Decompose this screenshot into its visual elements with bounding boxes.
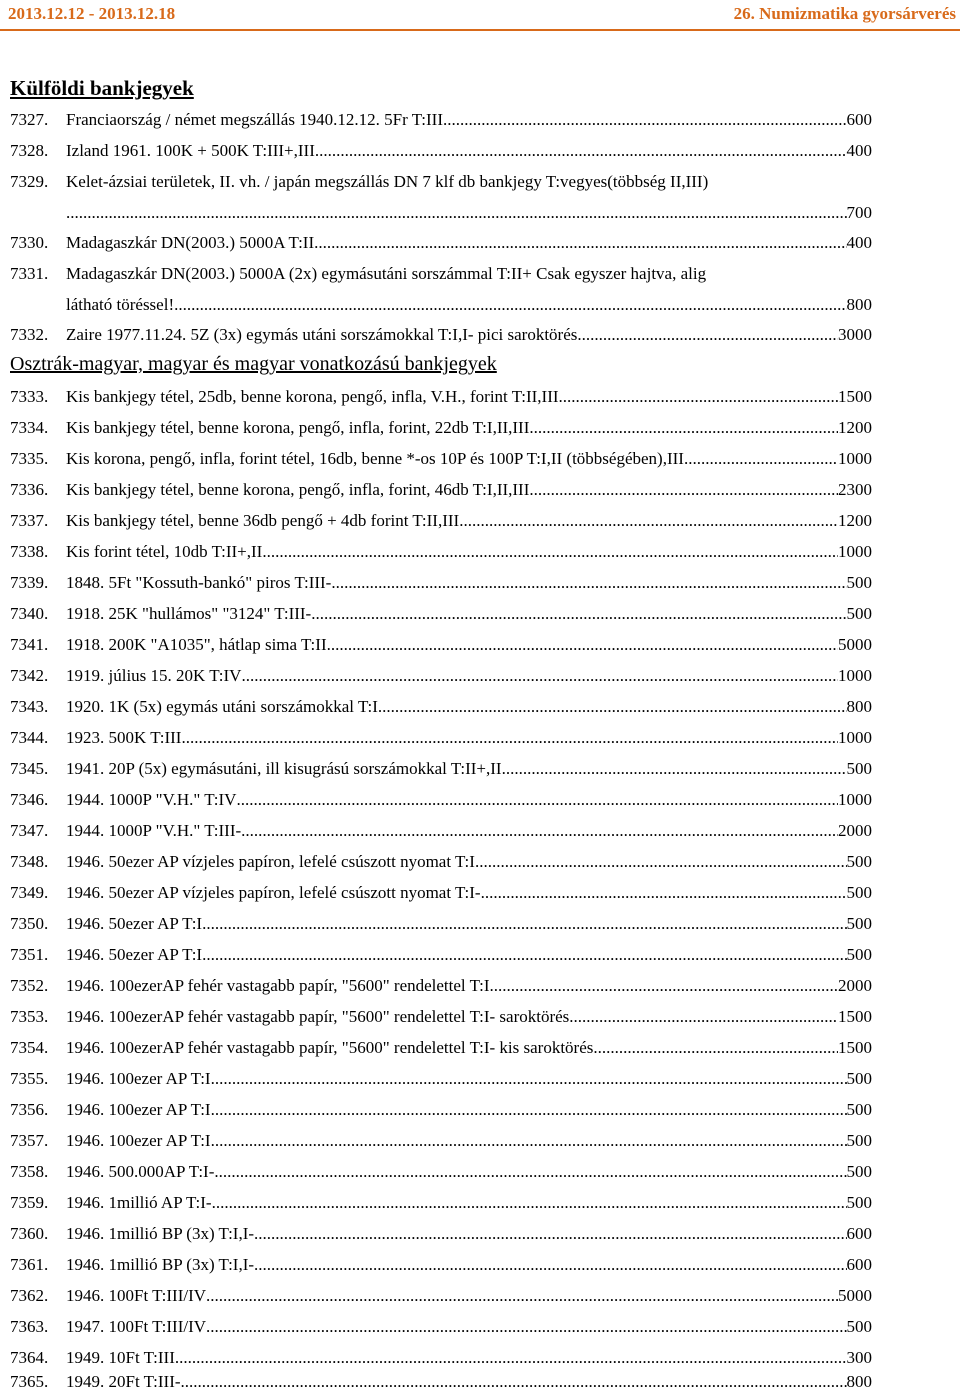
header-divider (0, 29, 960, 31)
lot-description: 1946. 50ezer AP T:I (66, 914, 203, 933)
dot-leader (593, 1037, 838, 1059)
lot-price: 800 (846, 1372, 872, 1391)
dot-leader (181, 727, 838, 749)
lot-description: 1918. 25K "hullámos" "3124" T:III- (66, 604, 312, 623)
lot-price: 2000 (838, 821, 872, 840)
header-event-title: 26. Numizmatika gyorsárverés (733, 4, 956, 23)
list-item (10, 665, 872, 687)
lot-price: 1200 (838, 511, 872, 530)
lot-price: 500 (846, 1162, 872, 1181)
list-item (10, 324, 872, 346)
list-item (10, 510, 872, 532)
lot-number: 7360. (10, 1224, 49, 1243)
lot-description: Kis bankjegy tétel, benne korona, pengő, infla, forint, 46db T:I,II,III (66, 480, 530, 499)
section-title-austro-hungarian: Osztrák-magyar, magyar és magyar vonatkozású bankjegyek (10, 353, 497, 375)
lot-price: 5000 (838, 635, 872, 654)
dot-leader (214, 1161, 846, 1183)
lot-price: 500 (846, 914, 872, 933)
lot-number: 7348. (10, 852, 49, 871)
lot-description: 1946. 100ezerAP fehér vastagabb papír, "5600" rendelettel T:I- saroktörés (66, 1007, 570, 1026)
dot-leader (684, 448, 838, 470)
lot-number: 7341. (10, 635, 49, 654)
lot-price: 500 (846, 604, 872, 623)
lot-description: 1946. 50ezer AP vízjeles papíron, lefelé csúszott nyomat T:I (66, 852, 475, 871)
dot-leader (331, 572, 846, 594)
dot-leader (262, 541, 838, 563)
dot-leader (459, 510, 838, 532)
lot-price: 1500 (838, 1038, 872, 1057)
lot-price: 500 (846, 1131, 872, 1150)
lot-price: 500 (846, 883, 872, 902)
lot-description: 1848. 5Ft "Kossuth-bankó" piros T:III- (66, 573, 332, 592)
lot-number: 7353. (10, 1007, 49, 1026)
list-item (10, 1037, 872, 1059)
list-item (10, 448, 872, 470)
dot-leader (569, 1006, 838, 1028)
list-item (10, 1161, 872, 1183)
lot-number: 7364. (10, 1348, 49, 1367)
lot-description: Kelet-ázsiai területek, II. vh. / japán megszállás DN 7 klf db bankjegy T:vegyes(többség II,III) (66, 172, 709, 191)
lot-price: 2300 (838, 480, 872, 499)
lot-number: 7334. (10, 418, 49, 437)
lot-description: 1923. 500K T:III (66, 728, 182, 747)
lot-number: 7349. (10, 883, 49, 902)
list-item (10, 1099, 872, 1121)
lot-number: 7336. (10, 480, 49, 499)
lot-number: 7328. (10, 141, 49, 160)
list-item (10, 975, 872, 997)
lot-number: 7356. (10, 1100, 49, 1119)
list-item (10, 1006, 872, 1028)
dot-leader (529, 479, 838, 501)
list-item (10, 789, 872, 811)
lot-number: 7362. (10, 1286, 49, 1305)
dot-leader (315, 140, 847, 162)
list-item (10, 882, 872, 904)
dot-leader (481, 882, 847, 904)
dot-leader (181, 1371, 847, 1393)
dot-leader (311, 603, 846, 625)
dot-leader (206, 1285, 838, 1307)
lot-description: 1949. 20Ft T:III- (66, 1372, 181, 1391)
lot-price: 500 (846, 1100, 872, 1119)
lot-price: 500 (846, 573, 872, 592)
lot-number: 7355. (10, 1069, 49, 1088)
lot-number: 7344. (10, 728, 49, 747)
dot-leader (314, 232, 846, 254)
lot-number: 7329. (10, 172, 49, 191)
lot-price: 1000 (838, 790, 872, 809)
list-item (10, 263, 872, 319)
lot-number: 7330. (10, 233, 49, 252)
dot-leader (211, 1068, 847, 1090)
section-title-foreign-banknotes: Külföldi bankjegyek (10, 76, 194, 100)
lot-description-cont: látható töréssel! (66, 295, 175, 314)
lot-price: 1000 (838, 728, 872, 747)
lot-number: 7345. (10, 759, 49, 778)
lot-description: 1946. 50ezer AP vízjeles papíron, lefelé csúszott nyomat T:I- (66, 883, 481, 902)
lot-number: 7333. (10, 387, 49, 406)
lot-description: 1946. 50ezer AP T:I (66, 945, 203, 964)
list-item (10, 1130, 872, 1152)
list-item (10, 1347, 872, 1369)
lot-description: 1947. 100Ft T:III/IV (66, 1317, 207, 1336)
lot-price: 400 (846, 141, 872, 160)
dot-leader (66, 202, 847, 224)
dot-leader (236, 789, 838, 811)
lot-price: 600 (846, 110, 872, 129)
lot-description: Kis korona, pengő, infla, forint tétel, 16db, benne *-os 10P és 100P T:I,II (többségében),III (66, 449, 684, 468)
lot-number: 7357. (10, 1131, 49, 1150)
dot-leader (202, 913, 846, 935)
lot-description: 1946. 100ezerAP fehér vastagabb papír, "5600" rendelettel T:I (66, 976, 490, 995)
lot-price: 1500 (838, 387, 872, 406)
lot-price: 800 (846, 697, 872, 716)
dot-leader (211, 1130, 847, 1152)
dot-leader (378, 696, 847, 718)
list-item (10, 1316, 872, 1338)
lot-description: 1941. 20P (5x) egymásutáni, ill kisugrású sorszámokkal T:II+,II (66, 759, 502, 778)
lot-number: 7338. (10, 542, 49, 561)
lot-description: Kis bankjegy tétel, 25db, benne korona, pengő, infla, V.H., forint T:II,III (66, 387, 559, 406)
list-item (10, 696, 872, 718)
lot-number: 7346. (10, 790, 49, 809)
header-dates: 2013.12.12 - 2013.12.18 (8, 4, 176, 23)
lot-price: 1000 (838, 666, 872, 685)
list-item (10, 820, 872, 842)
lot-price: 600 (846, 1255, 872, 1274)
lot-description: 1946. 100Ft T:III/IV (66, 1286, 207, 1305)
lot-description: 1946. 100ezer AP T:I (66, 1100, 211, 1119)
lot-price: 5000 (838, 1286, 872, 1305)
dot-leader (254, 1223, 846, 1245)
list-item (10, 634, 872, 656)
lot-description: 1944. 1000P "V.H." T:III- (66, 821, 242, 840)
lot-description: 1946. 1millió AP T:I- (66, 1193, 212, 1212)
lot-number: 7354. (10, 1038, 49, 1057)
list-item (10, 758, 872, 780)
lot-number: 7337. (10, 511, 49, 530)
dot-leader (443, 109, 847, 131)
dot-leader (202, 944, 846, 966)
lot-price: 500 (846, 1317, 872, 1336)
lot-description: 1946. 100ezer AP T:I (66, 1131, 211, 1150)
lot-description: Madagaszkár DN(2003.) 5000A T:II (66, 233, 315, 252)
lot-description: Zaire 1977.11.24. 5Z (3x) egymás utáni sorszámokkal T:I,I- pici saroktörés (66, 325, 578, 344)
list-item (10, 1192, 872, 1214)
list-item (10, 171, 872, 227)
dot-leader (211, 1099, 847, 1121)
list-item (10, 479, 872, 501)
lot-description: Madagaszkár DN(2003.) 5000A (2x) egymásutáni sorszámmal T:II+ Csak egyszer hajtva, alig (66, 264, 707, 283)
list-item (10, 541, 872, 563)
lot-price: 600 (846, 1224, 872, 1243)
lot-number: 7351. (10, 945, 49, 964)
lot-number: 7342. (10, 666, 49, 685)
lot-description: 1918. 200K "A1035", hátlap sima T:II (66, 635, 327, 654)
lot-price: 800 (846, 295, 872, 314)
list-item (10, 603, 872, 625)
lot-description: Franciaország / német megszállás 1940.12.12. 5Fr T:III (66, 110, 443, 129)
lot-number: 7365. (10, 1372, 49, 1391)
lot-description: Kis bankjegy tétel, benne 36db pengő + 4db forint T:II,III (66, 511, 460, 530)
lot-description: Kis forint tétel, 10db T:II+,II (66, 542, 263, 561)
lot-price: 1200 (838, 418, 872, 437)
lot-description: Izland 1961. 100K + 500K T:III+,III (66, 141, 315, 160)
dot-leader (212, 1192, 847, 1214)
lot-price: 2000 (838, 976, 872, 995)
dot-leader (475, 851, 847, 873)
list-item (10, 417, 872, 439)
dot-leader (175, 1347, 847, 1369)
lot-number: 7331. (10, 264, 49, 283)
list-item (10, 109, 872, 131)
lot-description: 1919. július 15. 20K T:IV (66, 666, 242, 685)
dot-leader (577, 324, 838, 346)
lot-number: 7359. (10, 1193, 49, 1212)
lot-number: 7340. (10, 604, 49, 623)
lot-description: 1920. 1K (5x) egymás utáni sorszámokkal T:I (66, 697, 378, 716)
lot-number: 7335. (10, 449, 49, 468)
list-item (10, 727, 872, 749)
dot-leader (529, 417, 838, 439)
dot-leader (327, 634, 838, 656)
lot-description: 1944. 1000P "V.H." T:IV (66, 790, 237, 809)
list-item (10, 1223, 872, 1245)
lot-number: 7339. (10, 573, 49, 592)
dot-leader (241, 820, 838, 842)
list-item (10, 851, 872, 873)
lot-number: 7347. (10, 821, 49, 840)
dot-leader (206, 1316, 846, 1338)
lot-price: 700 (846, 203, 872, 222)
lot-description: Kis bankjegy tétel, benne korona, pengő, infla, forint, 22db T:I,II,III (66, 418, 530, 437)
dot-leader (559, 386, 838, 408)
list-item (10, 913, 872, 935)
lot-price: 3000 (838, 325, 872, 344)
lot-price: 1000 (838, 449, 872, 468)
page-header (0, 0, 960, 32)
lot-description: 1949. 10Ft T:III (66, 1348, 175, 1367)
dot-leader (490, 975, 838, 997)
lot-price: 500 (846, 1069, 872, 1088)
lot-number: 7332. (10, 325, 49, 344)
lot-price: 1000 (838, 542, 872, 561)
lot-number: 7358. (10, 1162, 49, 1181)
lot-number: 7350. (10, 914, 49, 933)
lot-description: 1946. 100ezerAP fehér vastagabb papír, "5600" rendelettel T:I- kis saroktörés (66, 1038, 594, 1057)
lot-description: 1946. 1millió BP (3x) T:I,I- (66, 1255, 255, 1274)
lot-number: 7343. (10, 697, 49, 716)
list-item (10, 140, 872, 162)
lot-price: 500 (846, 945, 872, 964)
lot-number: 7327. (10, 110, 49, 129)
dot-leader (241, 665, 838, 687)
lot-price: 500 (846, 759, 872, 778)
list-item (10, 1371, 872, 1393)
dot-leader (174, 294, 846, 316)
lot-description: 1946. 1millió BP (3x) T:I,I- (66, 1224, 255, 1243)
dot-leader (502, 758, 847, 780)
lot-price: 400 (846, 233, 872, 252)
lot-number: 7363. (10, 1317, 49, 1336)
lot-price: 1500 (838, 1007, 872, 1026)
lot-price: 500 (846, 1193, 872, 1212)
list-item (10, 572, 872, 594)
list-item (10, 232, 872, 254)
list-item (10, 1254, 872, 1276)
lot-description: 1946. 100ezer AP T:I (66, 1069, 211, 1088)
lot-description: 1946. 500.000AP T:I- (66, 1162, 215, 1181)
list-item (10, 386, 872, 408)
lot-number: 7352. (10, 976, 49, 995)
lot-price: 500 (846, 852, 872, 871)
lot-price: 300 (846, 1348, 872, 1367)
dot-leader (254, 1254, 846, 1276)
list-item (10, 944, 872, 966)
list-item (10, 1068, 872, 1090)
lot-number: 7361. (10, 1255, 49, 1274)
list-item (10, 1285, 872, 1307)
